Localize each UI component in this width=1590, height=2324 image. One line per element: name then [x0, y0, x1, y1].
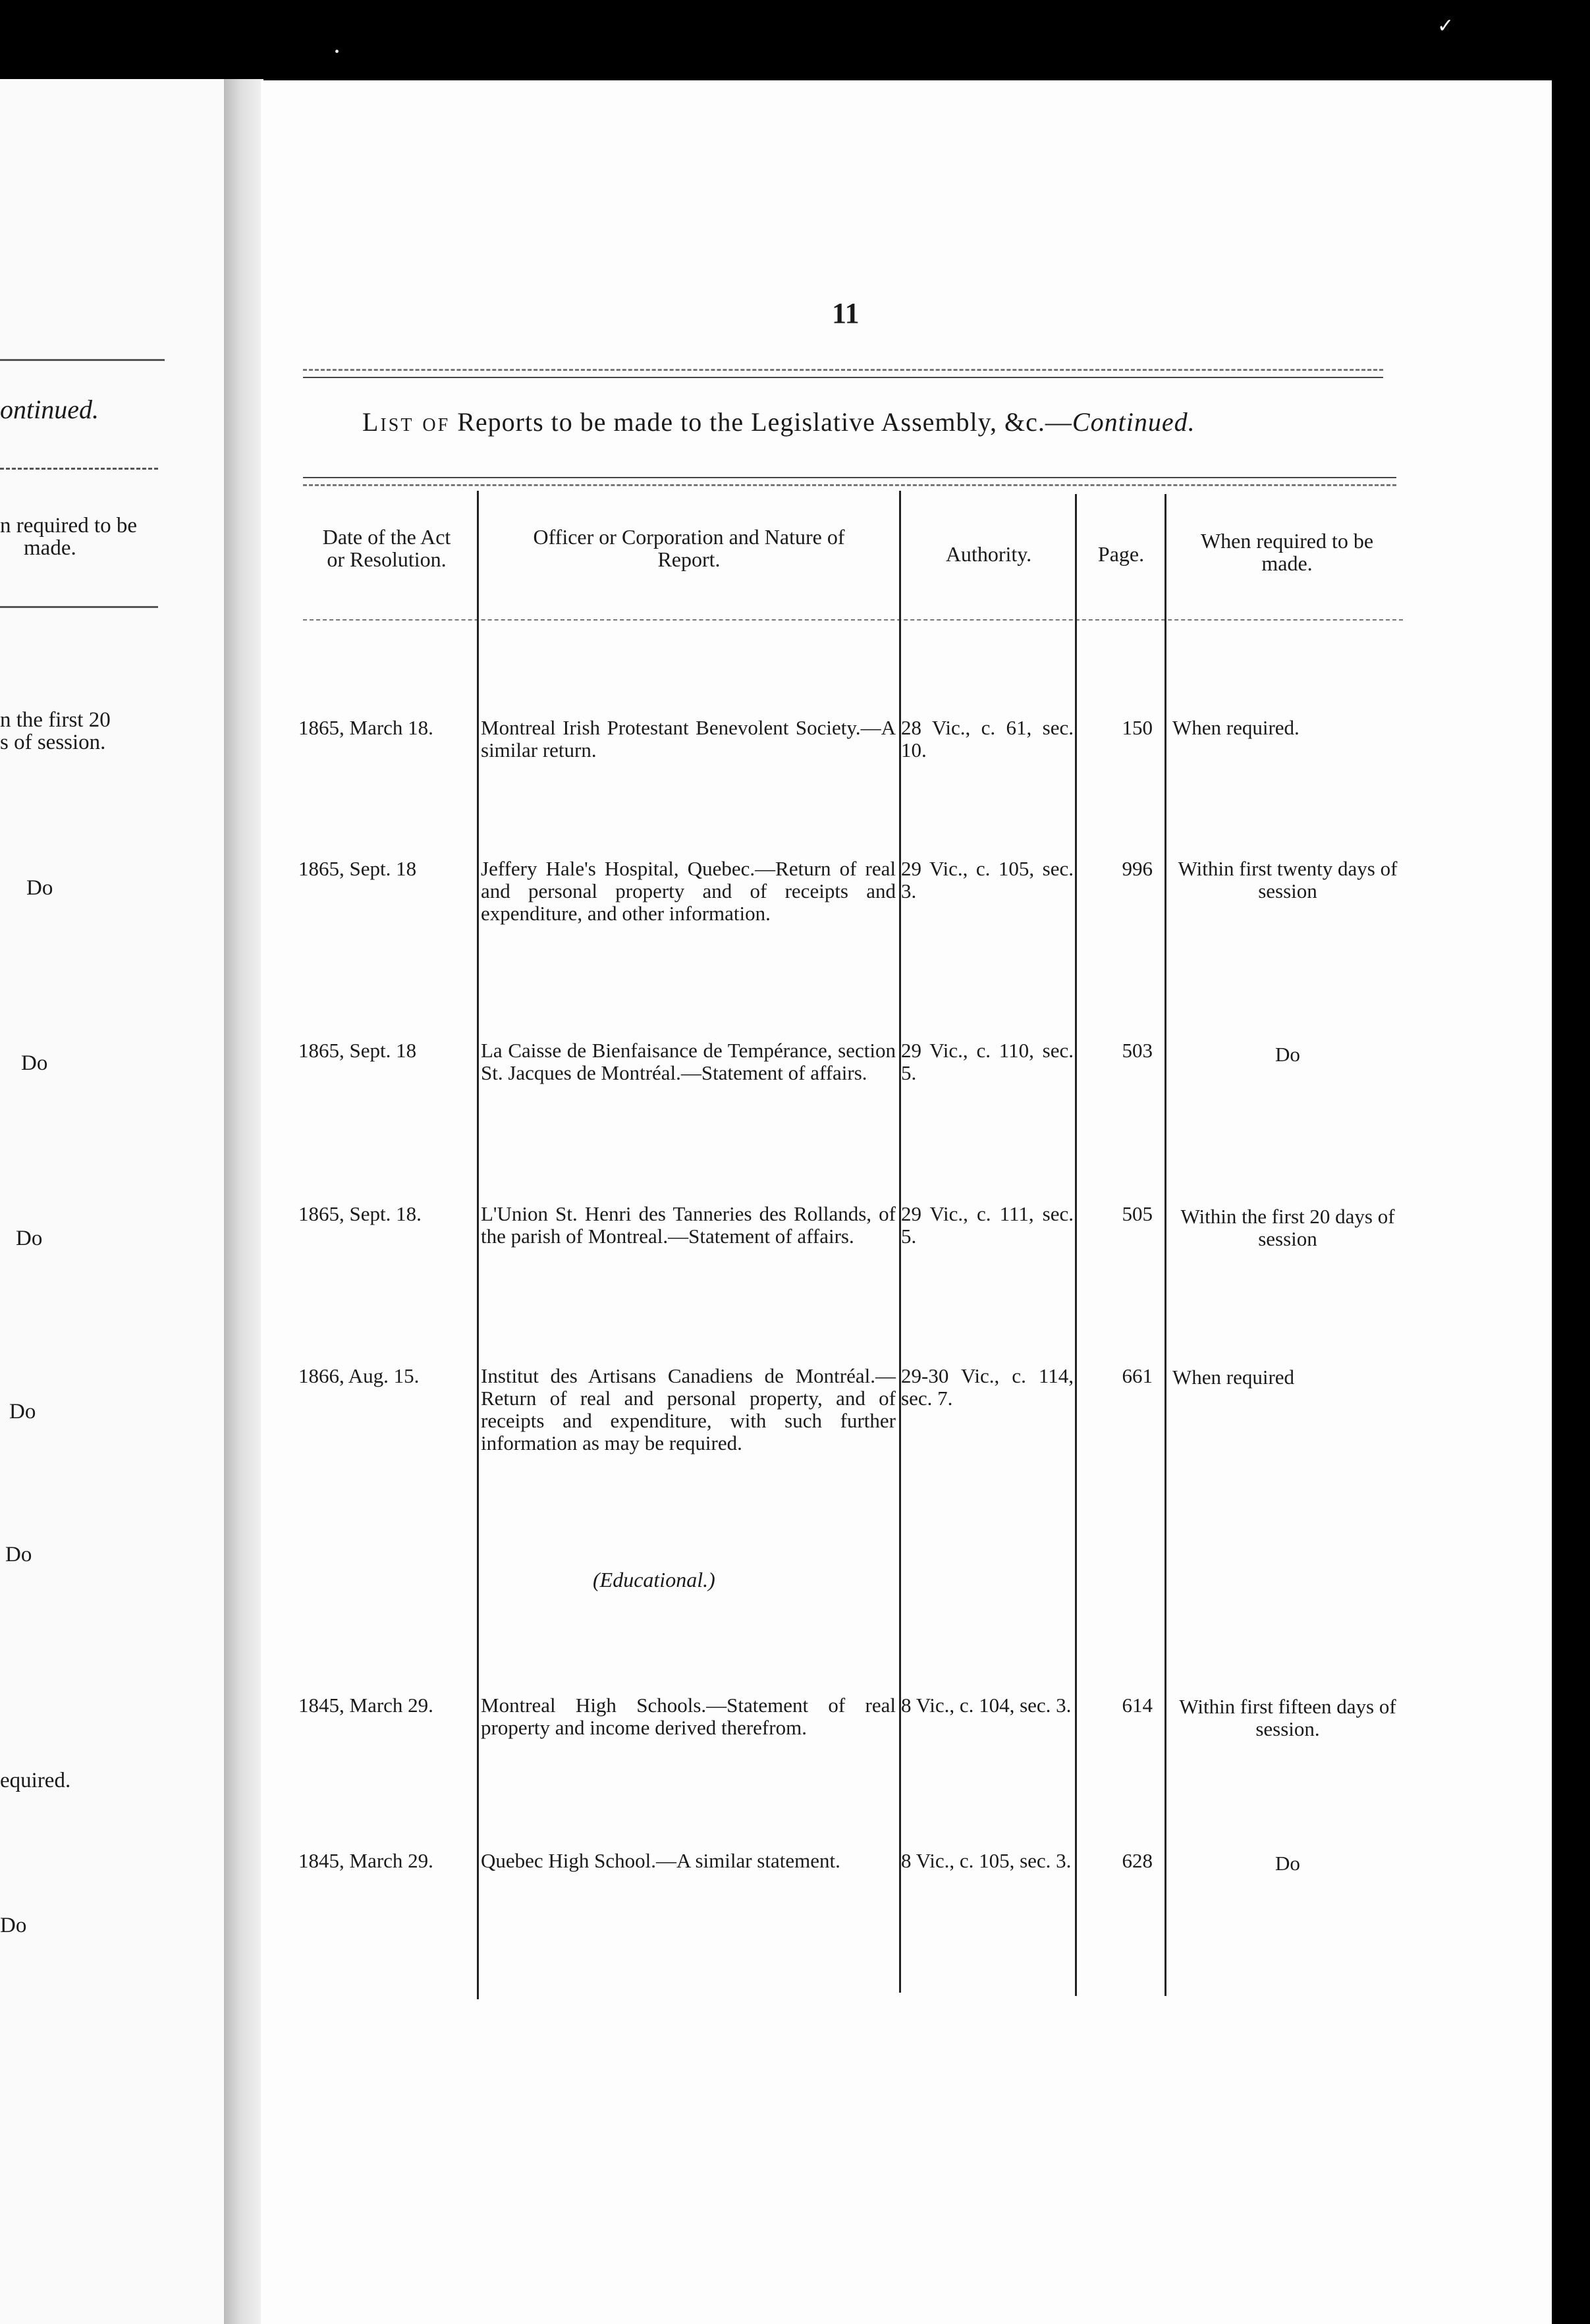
header-officer [481, 526, 897, 570]
header-date [298, 526, 476, 570]
left-entry: Do [5, 1543, 32, 1566]
left-rule-2 [0, 468, 158, 470]
row-3-page: 503 [1122, 1039, 1153, 1062]
left-page-fragment [0, 79, 234, 2324]
title-list-of: List of [362, 407, 451, 437]
scan-mark: • [335, 45, 340, 59]
header-officer-line1: Officer or Corporation and Nature of [533, 525, 845, 549]
row-4-authority: 29 Vic., c. 111, sec. 5. [901, 1202, 1074, 1248]
row-6-page: 614 [1122, 1694, 1153, 1717]
row-5-date: 1866, Aug. 15. [298, 1364, 420, 1387]
left-header-fragment: ontinued. [0, 395, 99, 424]
header-authority: Authority. [945, 542, 1032, 566]
section-label: (Educational.) [593, 1568, 715, 1591]
row-2-date: 1865, Sept. 18 [298, 857, 417, 880]
header-when [1168, 530, 1406, 574]
page-title [362, 406, 1195, 437]
left-column-header-line2: made. [24, 536, 76, 560]
row-6-date: 1845, March 29. [298, 1694, 433, 1717]
scan-mark: ✓ [1437, 15, 1454, 37]
left-entry: Do [26, 876, 53, 900]
column-divider-date [477, 491, 479, 1999]
header-when-line1: When required to be [1200, 529, 1374, 553]
row-3-date: 1865, Sept. 18 [298, 1039, 417, 1062]
row-7-date: 1845, March 29. [298, 1849, 433, 1872]
left-entry: Do [0, 1914, 27, 1937]
row-7-when: Do [1275, 1852, 1300, 1875]
column-divider-authority [1075, 494, 1077, 1996]
row-2-officer: Jeffery Hale's Hospital, Quebec.—Return of real and personal property and of receipts and expenditure, and other information. [481, 857, 896, 925]
row-6-authority: 8 Vic., c. 104, sec. 3. [901, 1694, 1072, 1717]
row-5-authority: 29-30 Vic., c. 114, sec. 7. [901, 1364, 1074, 1410]
row-1-page: 150 [1122, 716, 1153, 739]
header-officer-line2: Report. [657, 547, 721, 571]
left-entry: Do [21, 1051, 48, 1075]
row-2-when: Within first twenty days of session [1178, 857, 1398, 902]
row-7-authority: 8 Vic., c. 105, sec. 3. [901, 1849, 1072, 1872]
rule-under-page-number-2 [303, 377, 1383, 378]
row-7-page: 628 [1122, 1849, 1153, 1872]
left-rule-3 [0, 606, 158, 608]
row-1-officer: Montreal Irish Protestant Benevolent Society.—A similar return. [481, 716, 896, 761]
left-entry: s of session. [0, 731, 106, 754]
header-date-line2: or Resolution. [327, 547, 447, 571]
row-5-when: When required [1172, 1366, 1295, 1389]
rule-above-headers [303, 477, 1396, 478]
row-5-officer: Institut des Artisans Canadiens de Montréal.—Return of real and personal property, and of receipts and expenditure, with such further information as may be required. [481, 1364, 896, 1454]
row-2-page: 996 [1122, 857, 1153, 880]
row-2-authority: 29 Vic., c. 105, sec. 3. [901, 857, 1074, 902]
row-4-date: 1865, Sept. 18. [298, 1202, 422, 1225]
row-5-page: 661 [1122, 1364, 1153, 1387]
row-6-when: Within first fifteen days of session. [1179, 1695, 1396, 1740]
left-entry: Do [9, 1400, 36, 1424]
book-gutter [224, 79, 263, 2324]
left-column-header-line1: n required to be [0, 514, 138, 538]
row-3-authority: 29 Vic., c. 110, sec. 5. [901, 1039, 1074, 1084]
rule-below-headers [303, 619, 1403, 621]
row-1-authority: 28 Vic., c. 61, sec. 10. [901, 716, 1074, 761]
header-date-line1: Date of the Act [322, 525, 451, 549]
row-4-page: 505 [1122, 1202, 1153, 1225]
left-rule-top [0, 359, 165, 361]
row-6-officer: Montreal High Schools.—Statement of real property and income derived therefrom. [481, 1694, 896, 1739]
row-3-officer: La Caisse de Bienfaisance de Tempérance, section St. Jacques de Montréal.—Statement of affairs. [481, 1039, 896, 1084]
row-1-when: When required. [1172, 716, 1300, 739]
row-1-date: 1865, March 18. [298, 716, 433, 739]
title-main: Reports to be made to the Legislative Assembly, &c. [450, 407, 1045, 437]
left-entry: Do [16, 1227, 43, 1250]
row-7-officer: Quebec High School.—A similar statement. [481, 1849, 840, 1872]
header-page: Page. [1097, 542, 1145, 566]
rule-above-headers-2 [303, 484, 1396, 486]
rule-under-page-number [303, 369, 1383, 371]
title-continued: Continued. [1072, 407, 1195, 437]
header-when-line2: made. [1261, 551, 1313, 575]
left-entry: n the first 20 [0, 708, 111, 732]
row-4-when: Within the first 20 days of session [1180, 1205, 1395, 1250]
column-divider-page [1165, 494, 1166, 1996]
title-dash: — [1045, 407, 1072, 437]
page-number: 11 [832, 297, 860, 329]
row-4-officer: L'Union St. Henri des Tanneries des Rollands, of the parish of Montreal.—Statement of affairs. [481, 1202, 896, 1248]
left-entry: equired. [0, 1769, 71, 1792]
row-3-when: Do [1275, 1043, 1300, 1066]
